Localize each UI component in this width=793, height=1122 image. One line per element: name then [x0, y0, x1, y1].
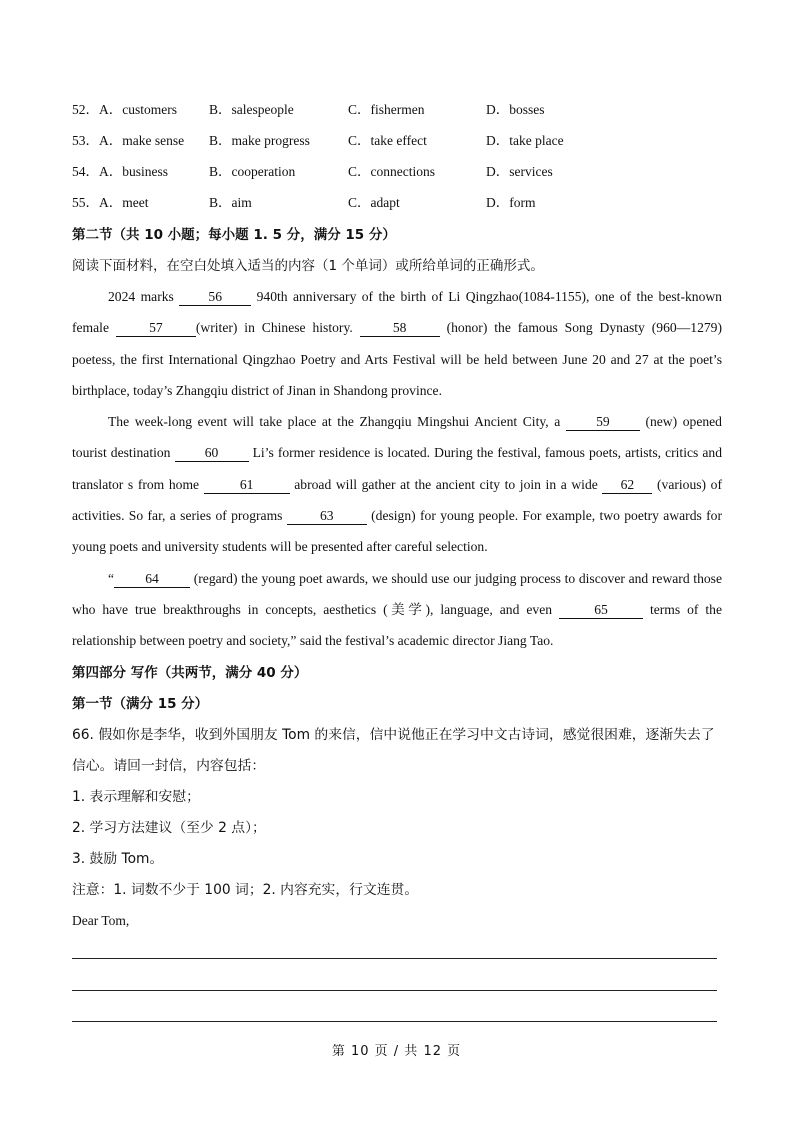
question-row	[72, 193, 722, 224]
section2-instruction: 阅读下面材料，在空白处填入适当的内容（1 个单词）或所给单词的正确形式。	[72, 258, 544, 274]
part4-heading: 第四部分 写作（共两节，满分 40 分）	[72, 665, 308, 681]
writing-note: 注意：1. 词数不少于 100 词；2. 内容充实，行文连贯。	[72, 882, 419, 898]
option-c: C．take effect	[348, 133, 427, 148]
section2-heading: 第二节（共 10 小题；每小题 1. 5 分，满分 15 分）	[72, 227, 396, 243]
passage-paragraph-3: “ 64 (regard) the young poet awards, we should use our judging process to discover and reward those who have true breakthroughs in concepts, aesthetics (美学), language, and even 65 terms of the relationship between poetry and society,” said the festival’s academic director Jiang Tao.	[72, 570, 722, 649]
letter-salutation: Dear Tom,	[72, 913, 130, 928]
blank-64[interactable]: 64	[114, 571, 190, 588]
option-b: B．make progress	[209, 133, 310, 148]
requirement-2: 2. 学习方法建议（至少 2 点）；	[72, 820, 266, 836]
option-b: B．salespeople	[209, 102, 294, 117]
question-row	[72, 100, 722, 131]
passage-paragraph-2: The week-long event will take place at the Zhangqiu Mingshui Ancient City, a 59 (new) opened tourist destination 60 Li’s former residence is located. During the festival, famous poets, artists, critics and translator s from home 61 abroad will gather at the ancient city to join in a wide 62 (various) of activities. So far, a series of programs 63 (design) for young people. For example, two poetry awards for young poets and university students will be presented after careful selection.	[72, 414, 722, 555]
option-c: C．fishermen	[348, 102, 425, 117]
part4-sub-heading: 第一节（满分 15 分）	[72, 696, 209, 712]
requirement-1: 1. 表示理解和安慰；	[72, 789, 200, 805]
option-b: B．aim	[209, 195, 252, 210]
answer-line[interactable]	[72, 990, 717, 991]
question-row	[72, 131, 722, 162]
question-66-prompt-cont: 信心。请回一封信，内容包括：	[72, 758, 266, 774]
blank-63[interactable]: 63	[287, 508, 367, 525]
blank-61[interactable]: 61	[204, 477, 290, 494]
blank-59[interactable]: 59	[566, 414, 640, 431]
option-d: D．services	[486, 164, 553, 179]
blank-58[interactable]: 58	[360, 320, 440, 337]
blank-65[interactable]: 65	[559, 602, 643, 619]
option-c: C．connections	[348, 164, 435, 179]
blank-57[interactable]: 57	[116, 320, 196, 337]
answer-line[interactable]	[72, 1021, 717, 1022]
option-a: 53．A．make sense	[72, 133, 185, 148]
blank-62[interactable]: 62	[602, 477, 652, 494]
option-a: 54．A．business	[72, 164, 169, 179]
option-a: 55．A．meet	[72, 195, 149, 210]
blank-56[interactable]: 56	[179, 289, 251, 306]
requirement-3: 3. 鼓励 Tom。	[72, 851, 164, 867]
option-d: D．form	[486, 195, 536, 210]
option-b: B．cooperation	[209, 164, 296, 179]
answer-line[interactable]	[72, 958, 717, 959]
option-a: 52．A．customers	[72, 102, 177, 117]
option-d: D．take place	[486, 133, 564, 148]
passage-paragraph-1: 2024 marks 56 940th anniversary of the birth of Li Qingzhao(1084-1155), one of the best-known female 57 (writer) in Chinese history. 58 (honor) the famous Song Dynasty (960—1279) poetess, the first International Qingzhao Poetry and Arts Festival will be held between June 20 and 27 at the poet’s birthplace, today’s Zhangqiu district of Jinan in Shandong province.	[72, 289, 722, 398]
passage	[72, 281, 722, 657]
question-row	[72, 162, 722, 193]
question-66-prompt: 66. 假如你是李华，收到外国朋友 Tom 的来信，信中说他正在学习中文古诗词，感觉很困难，逐渐失去了	[72, 727, 715, 743]
choice-options	[72, 100, 722, 224]
option-c: C．adapt	[348, 195, 400, 210]
option-d: D．bosses	[486, 102, 545, 117]
blank-60[interactable]: 60	[175, 445, 249, 462]
page-footer: 第 10 页 / 共 12 页	[331, 1044, 462, 1059]
